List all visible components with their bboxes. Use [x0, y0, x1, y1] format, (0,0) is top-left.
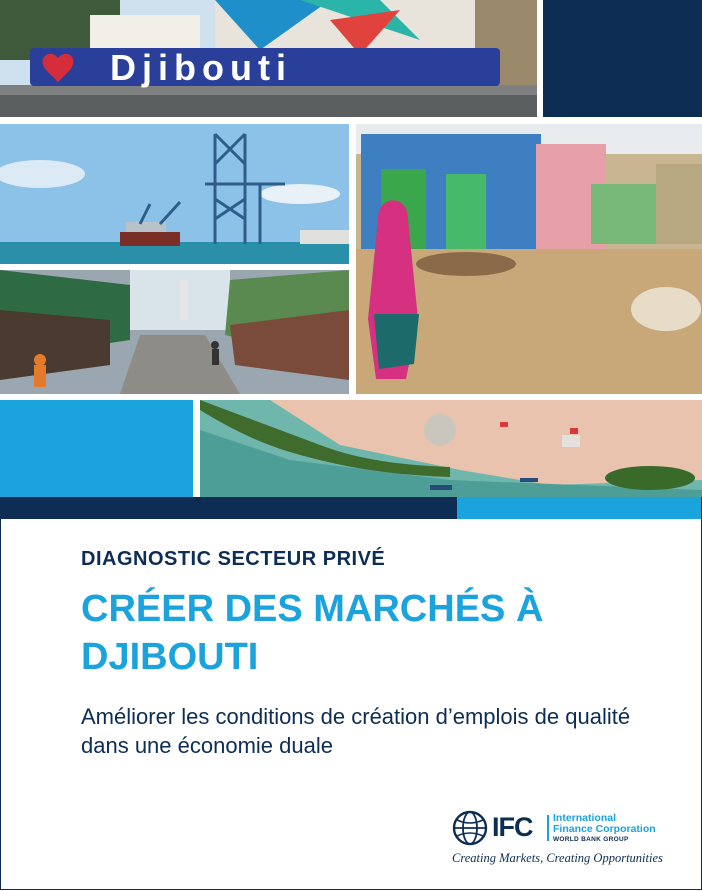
sign-text: Djibouti	[110, 47, 292, 88]
photo-market-street	[356, 124, 702, 394]
globe-icon	[451, 809, 489, 847]
ifc-group: WORLD BANK GROUP	[553, 836, 629, 843]
ifc-tagline: Creating Markets, Creating Opportunities	[452, 851, 663, 865]
photo-street-stalls	[0, 270, 349, 394]
report-subtitle: Améliorer les conditions de création d’emplois de qualité dans une économie duale	[81, 704, 631, 758]
cyan-block-left	[0, 400, 193, 497]
title-panel	[0, 497, 702, 890]
ifc-name	[553, 813, 656, 835]
cyan-band	[457, 497, 701, 519]
report-title: CRÉER DES MARCHÉS À DJIBOUTI	[81, 588, 544, 678]
report-kicker: DIAGNOSTIC SECTEUR PRIVÉ	[81, 548, 386, 570]
ifc-name-line2: Finance Corporation	[553, 823, 656, 835]
navy-block-top-right	[543, 0, 702, 117]
navy-band	[1, 497, 457, 519]
photo-djibouti-sign	[0, 0, 537, 117]
logo-divider	[547, 815, 549, 841]
ifc-name-line1: International	[553, 812, 617, 824]
photo-aerial-beach	[200, 400, 702, 497]
photo-port-cranes	[0, 124, 349, 264]
ifc-logo	[451, 809, 691, 869]
ifc-acronym: IFC	[492, 812, 533, 842]
